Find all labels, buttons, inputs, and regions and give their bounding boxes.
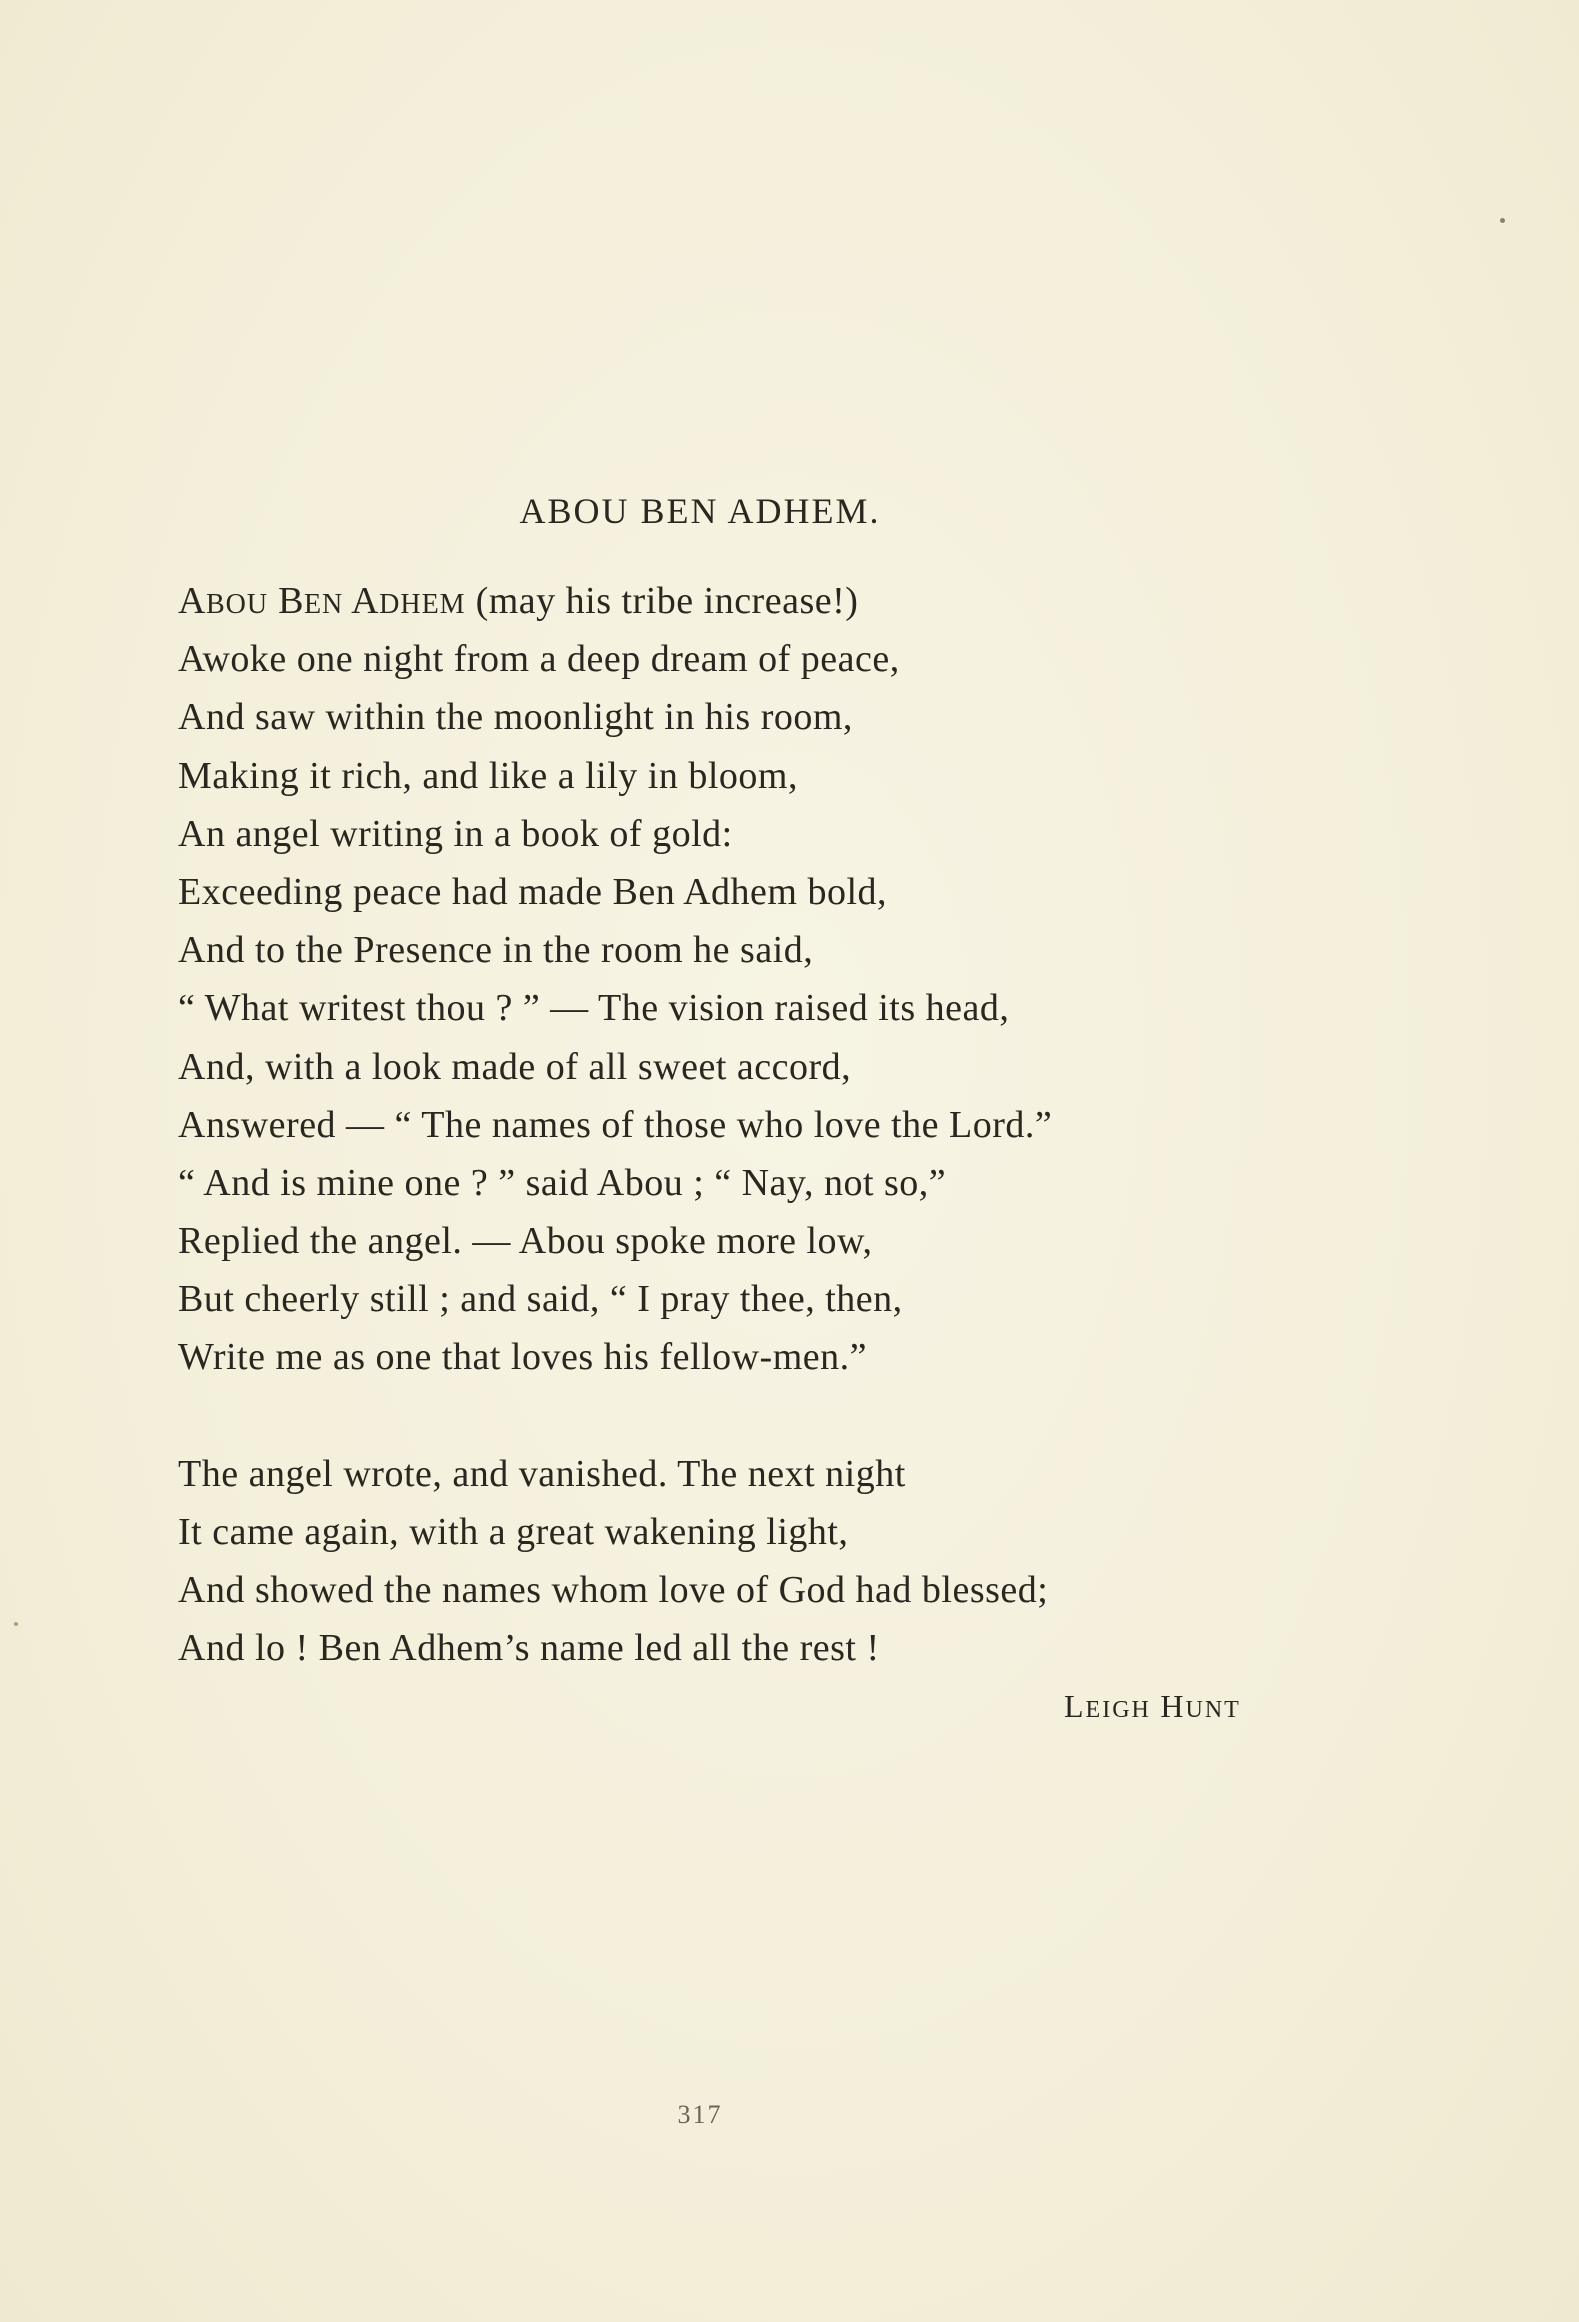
small-caps-rest: EN <box>303 589 344 620</box>
author-initial: H <box>1160 1688 1186 1724</box>
poem-title: ABOU BEN ADHEM. <box>519 491 881 531</box>
small-caps-initial: A <box>178 580 206 622</box>
poem-author <box>1064 1688 1241 1725</box>
author-initial: L <box>1064 1688 1086 1724</box>
poem-line: And lo ! Ben Adhem’s name led all the rest ! <box>178 1627 880 1670</box>
poem-line: And to the Presence in the room he said, <box>178 929 814 972</box>
poem-line: And saw within the moonlight in his room, <box>178 696 853 739</box>
first-line-rest: (may his tribe increase!) <box>465 580 859 622</box>
author-rest: UNT <box>1185 1697 1241 1723</box>
poem-line: Answered — “ The names of those who love the Lord.” <box>178 1103 1053 1146</box>
small-caps-rest: DHEM <box>379 589 466 620</box>
stanza-break <box>178 1387 1378 1445</box>
poem-line: And showed the names whom love of God had blessed; <box>178 1569 1049 1611</box>
poem-line: An angel writing in a book of gold: <box>178 812 733 855</box>
page-number: 317 <box>677 2100 723 2129</box>
poem-line: “ And is mine one ? ” said Abou ; “ Nay, not so,” <box>178 1161 947 1204</box>
poem-line: Exceeding peace had made Ben Adhem bold, <box>178 870 888 913</box>
small-caps-initial: B <box>278 580 304 622</box>
poem-line: Write me as one that loves his fellow-men.” <box>178 1336 867 1379</box>
poem-line: Awoke one night from a deep dream of peace, <box>178 638 900 681</box>
poem-line: Making it rich, and like a lily in bloom, <box>178 754 798 797</box>
poem-line: It came again, with a great wakening light, <box>178 1510 849 1553</box>
poem-line: “ What writest thou ? ” — The vision raised its head, <box>178 987 1010 1030</box>
small-caps-initial: A <box>351 580 380 622</box>
small-caps-rest: BOU <box>205 589 269 620</box>
poem-line <box>178 572 1378 630</box>
poem-body <box>178 572 1378 1677</box>
poem-line: But cheerly still ; and said, “ I pray thee, then, <box>178 1278 903 1321</box>
ink-speck <box>14 1622 18 1626</box>
poem-line: Replied the angel. — Abou spoke more low, <box>178 1220 873 1263</box>
poem-line: The angel wrote, and vanished. The next night <box>178 1452 906 1495</box>
author-rest: EIGH <box>1085 1697 1151 1723</box>
poem-line: And, with a look made of all sweet accord, <box>178 1045 852 1088</box>
ink-speck <box>1500 218 1505 223</box>
